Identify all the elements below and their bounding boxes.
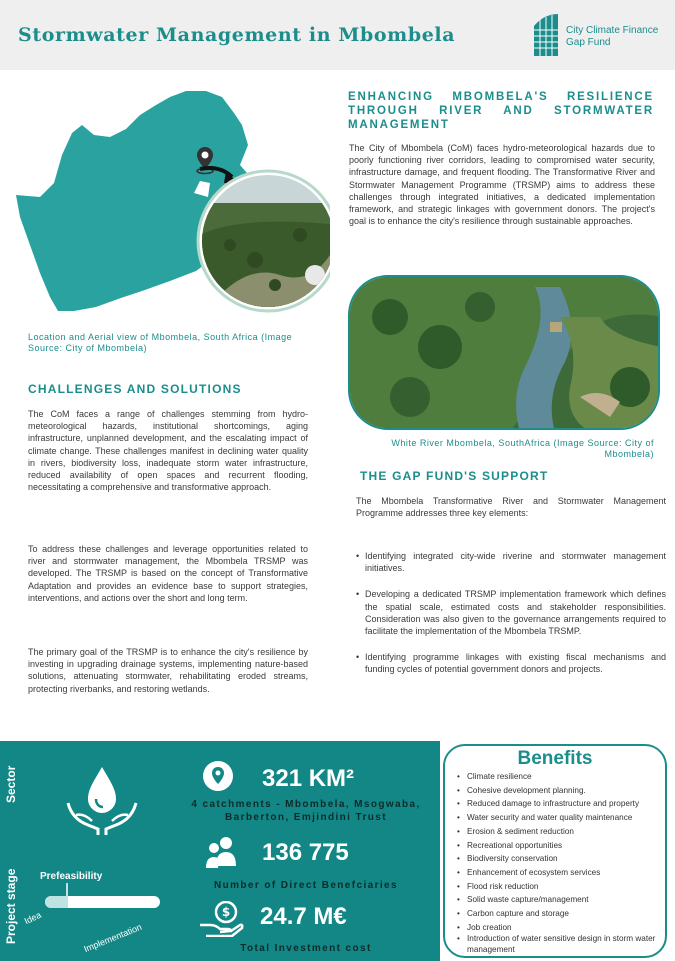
project-stage-label: Project stage [4, 868, 18, 944]
benefit-item: • Recreational opportunities [457, 839, 662, 853]
river-photo [348, 275, 660, 430]
cost-description: Total Investment cost [240, 943, 372, 954]
sector-label: Sector [4, 765, 18, 803]
support-bullet: • Identifying programme linkages with existing fiscal mechanisms and funding cycles of potential government donors and projects. [356, 651, 666, 675]
support-bullet: • Developing a dedicated TRSMP implementation framework which defines the spatial scale, estimated costs and stakeholder responsibilities. Consideration was also given to the governance arrangements required to facilitate the implementation of the Mbombela TRSMP. [356, 588, 666, 637]
beneficiaries-description: Number of Direct Benefciaries [214, 880, 398, 891]
benefit-item: • Erosion & sediment reduction [457, 825, 662, 839]
resilience-body: The City of Mbombela (CoM) faces hydro-meteorological hazards due to poorly functioning river corridors, leading to compromised water security, infrastructure damage, and frequent flooding. The Transformative River and Stormwater Management Programme (TRSMP) aims to address these challenges through integrated initiatives, a dedicated implementation framework, and strategic linkages with government donors. The project's goal is to enhance the city's resilience through sustainable approaches. [349, 143, 655, 227]
benefit-item: • Flood risk reduction [457, 880, 662, 894]
building-logo-icon [530, 12, 562, 58]
beneficiaries-value: 136 775 [262, 839, 349, 866]
support-bullet-list [356, 550, 666, 686]
money-hand-icon [198, 901, 244, 937]
area-value: 321 KM² [262, 765, 355, 792]
project-summary-band [0, 741, 440, 961]
benefits-box [443, 744, 667, 958]
area-description: 4 catchments - Mbombela, Msogwaba, Barberton, Emjindini Trust [191, 799, 421, 823]
benefit-item: • Enhancement of ecosystem services [457, 866, 662, 880]
challenges-paragraph-3: The primary goal of the TRSMP is to enhance the city's resilience by investing in upgrading drainage systems, implementing nature-based solutions, attenuating stormwater, rehabilitating eroded streams, protecting riverbanks, and restoring wetlands. [28, 647, 308, 694]
stage-current: Prefeasibility [40, 871, 103, 882]
location-caption: Location and Aerial view of Mbombela, South Africa (Image Source: City of Mbombela) [28, 332, 293, 353]
south-africa-map [10, 85, 330, 335]
support-intro: The Mbombela Transformative River and Stormwater Management Programme addresses three key elements: [356, 496, 666, 519]
benefits-title: Benefits [517, 748, 593, 769]
challenges-paragraph-2: To address these challenges and leverage opportunities related to river and stormwater management, the Mbombela TRSMP was developed. The TRSMP is based on the concept of Transformative Adaptation and provides an evidence base to support strategies, interventions, and actions over the short and long term. [28, 544, 308, 603]
benefit-item: • Introduction of water sensitive design in storm water management [457, 934, 662, 955]
svg-text:$: $ [221, 905, 231, 919]
cost-value: 24.7 M€ [260, 903, 347, 930]
benefit-item: • Water security and water quality maintenance [457, 811, 662, 825]
benefit-item: • Climate resilience [457, 770, 662, 784]
gap-fund-logo [530, 12, 665, 60]
support-heading: THE GAP FUND'S SUPPORT [360, 469, 549, 483]
project-stage-bar [45, 896, 160, 908]
resilience-heading: ENHANCING MBOMBELA'S RESILIENCE THROUGH RIVER AND STORMWATER MANAGEMENT [348, 91, 654, 131]
page-title: Stormwater Management in Mbombela [18, 24, 456, 46]
benefit-item: • Reduced damage to infrastructure and property [457, 797, 662, 811]
benefit-item: • Carbon capture and storage [457, 907, 662, 921]
support-bullet: • Identifying integrated city-wide riverine and stormwater management initiatives. [356, 550, 666, 574]
stage-progress-fill [45, 896, 68, 908]
location-pin-icon [203, 761, 233, 791]
stage-start: Idea [22, 909, 43, 927]
benefit-item: • Cohesive development planning. [457, 784, 662, 798]
benefits-list [457, 770, 662, 955]
benefit-item: • Solid waste capture/management [457, 893, 662, 907]
challenges-paragraph-1: The CoM faces a range of challenges stemming from hydro-meteorological hazards, institutional shortcomings, aging infrastructure, unplanned development, and the escalating impact of climate change. These challenges manifest in declining water quality in rivers, biodiversity loss, inadequate storm water infrastructure, reduced availability of open spaces and recurrent flooding, necessitating a comprehensive and transformative approach. [28, 409, 308, 493]
water-hands-icon [62, 763, 142, 843]
stage-end: Implementation [82, 921, 144, 955]
logo-text: City Climate Finance Gap Fund [566, 25, 659, 48]
benefit-item: • Biodiversity conservation [457, 852, 662, 866]
benefit-item: • Job creation [457, 921, 662, 935]
people-icon [204, 836, 240, 868]
river-caption: White River Mbombela, SouthAfrica (Image Source: City of Mbombela) [391, 438, 654, 459]
challenges-heading: CHALLENGES AND SOLUTIONS [28, 382, 242, 396]
page-header [0, 0, 675, 70]
